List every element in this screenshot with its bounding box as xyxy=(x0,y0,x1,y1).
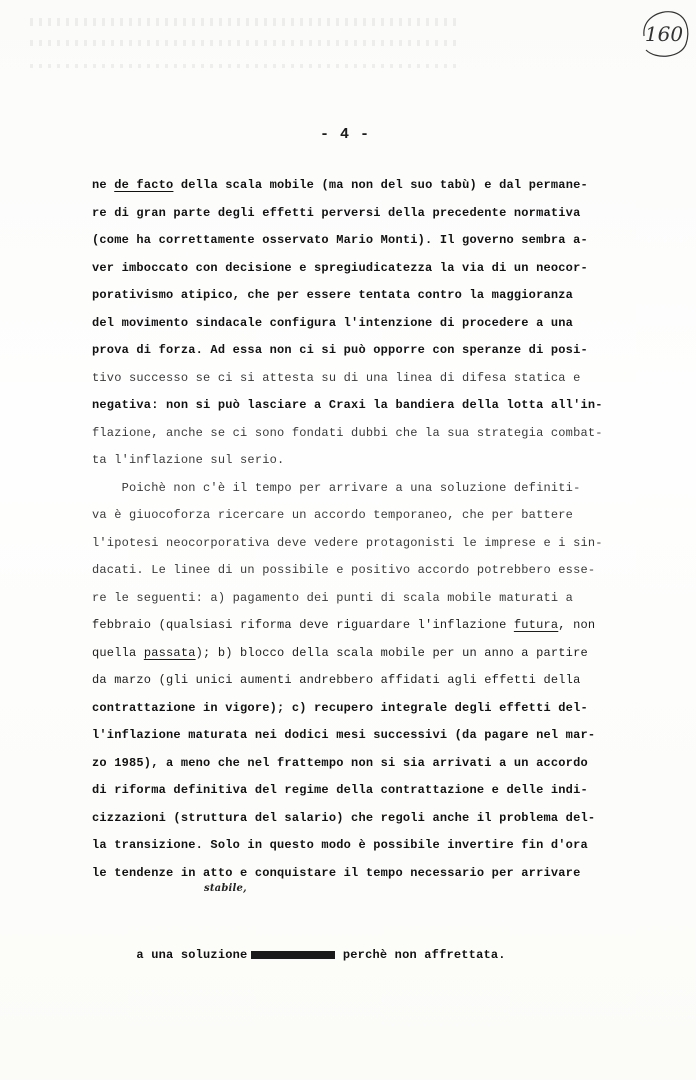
text-line: porativismo atipico, che per essere tentata contro la maggioranza xyxy=(92,288,574,302)
text-line: le tendenze in atto e conquistare il tempo necessario per arrivare xyxy=(92,865,581,880)
text-span: ne xyxy=(92,178,115,192)
text-line: va è giuocoforza ricercare un accordo temporaneo, che per battere xyxy=(92,508,574,522)
page-number: - 4 - xyxy=(320,126,371,143)
text-line: del movimento sindacale configura l'intenzione di procedere a una xyxy=(92,315,574,330)
text-line xyxy=(92,172,612,200)
underlined-text: passata xyxy=(143,645,196,660)
text-line: ver imboccato con decisione e spregiudicatezza la via di un neocor- xyxy=(92,260,588,275)
text-line: flazione, anche se ci sono fondati dubbi che la sua strategia combat- xyxy=(92,425,603,440)
text-line: tivo successo se ci si attesta su di una linea di difesa statica e xyxy=(92,370,581,385)
text-line: l'ipotesi neocorporativa deve vedere protagonisti le imprese e i sin- xyxy=(92,535,603,550)
handwritten-insertion: stabile, xyxy=(204,883,247,894)
text-line: zo 1985), a meno che nel frattempo non si sia arrivati a un accordo xyxy=(92,755,588,770)
text-line: Poichè non c'è il tempo per arrivare a una soluzione definiti- xyxy=(92,480,581,495)
text-line: (come ha correttamente osservato Mario Monti). Il governo sembra a- xyxy=(92,233,588,247)
text-span: ); b) blocco della scala mobile per un anno a partire xyxy=(195,645,588,660)
text-span: perchè non affrettata. xyxy=(342,948,506,962)
archive-number-stamp xyxy=(636,6,692,62)
text-line: l'inflazione maturata nei dodici mesi successivi (da pagare nel mar- xyxy=(92,728,596,742)
text-line xyxy=(92,612,612,640)
text-line: la transizione. Solo in questo modo è possibile invertire fin d'ora xyxy=(92,838,588,852)
text-line: dacati. Le linee di un possibile e positivo accordo potrebbero esse- xyxy=(92,563,596,577)
underlined-text: futura xyxy=(513,618,559,632)
text-line xyxy=(92,883,612,962)
text-span: della scala mobile (ma non del suo tabù) e dal permane- xyxy=(173,178,588,192)
text-line: re le seguenti: a) pagamento dei punti di scala mobile maturati a xyxy=(92,590,574,605)
text-line: negativa: non si può lasciare a Craxi la bandiera della lotta all'in- xyxy=(92,398,603,412)
text-line: ta l'inflazione sul serio. xyxy=(92,453,285,467)
text-line: prova di forza. Ad essa non ci si può opporre con speranze di posi- xyxy=(92,343,588,357)
text-line: contrattazione in vigore); c) recupero integrale degli effetti del- xyxy=(92,700,588,715)
text-line: di riforma definitiva del regime della contrattazione e delle indi- xyxy=(92,783,588,797)
text-span: , non xyxy=(558,618,596,632)
text-line xyxy=(92,640,612,668)
text-line: cizzazioni (struttura del salario) che regoli anche il problema del- xyxy=(92,810,596,825)
text-span: febbraio (qualsiasi riforma deve riguardare l'inflazione xyxy=(92,618,514,632)
text-line: re di gran parte degli effetti perversi della precedente normativa xyxy=(92,205,581,220)
underlined-text: de facto xyxy=(114,178,174,192)
bleed-through-text xyxy=(30,18,460,78)
archive-number: 160 xyxy=(644,22,684,46)
text-span: a una soluzione xyxy=(136,948,248,962)
struck-out-word xyxy=(251,951,335,959)
body-text xyxy=(92,172,612,962)
text-line: da marzo (gli unici aumenti andrebbero affidati agli effetti della xyxy=(92,673,581,687)
text-span: quella xyxy=(92,645,144,660)
